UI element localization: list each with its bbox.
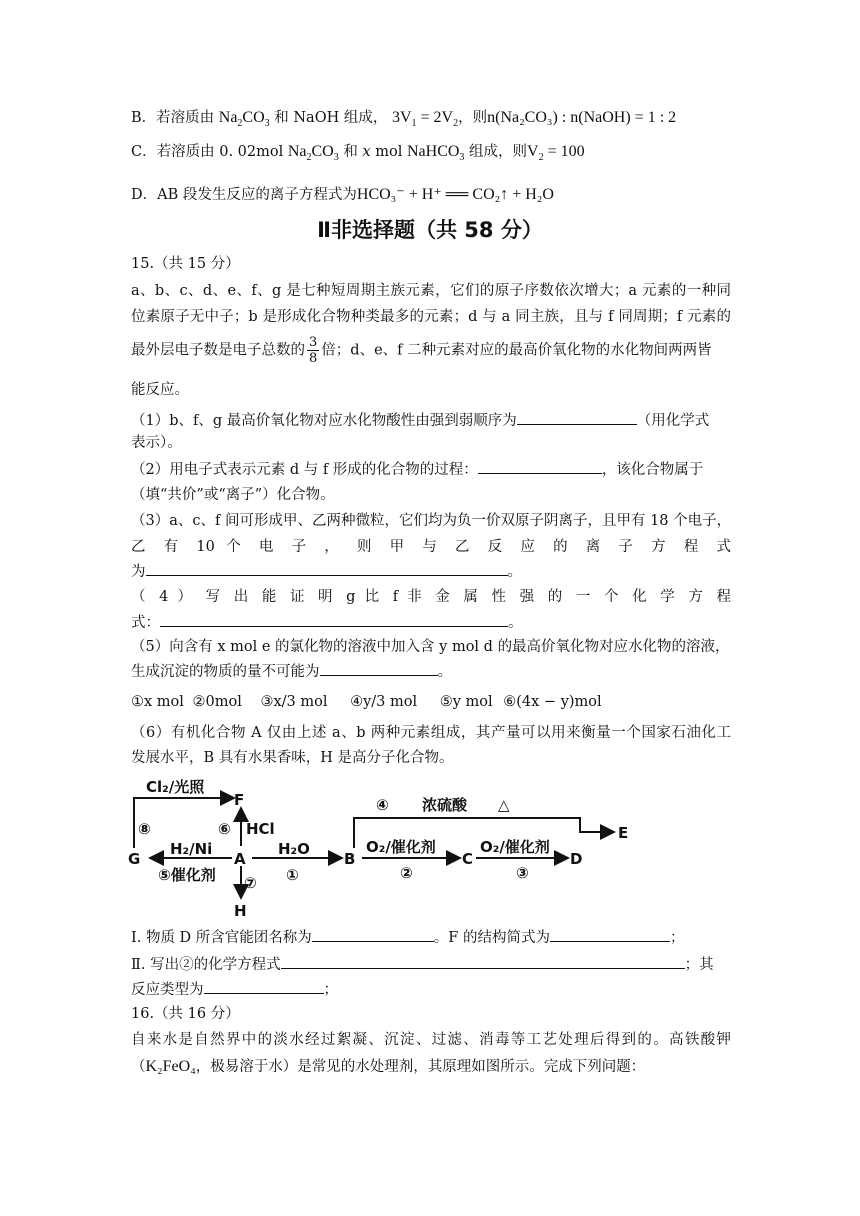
q15-part6-cont: 发展水平，B 具有水果香味，H 是高分子化合物。 [131,750,454,766]
answer-blank-3[interactable] [146,561,508,576]
ratio-equation: n(Na₂CO₃) : n(NaOH) = 1 : 2 [487,109,677,126]
option-c: C．若溶质由 0. 02mol $Na_2CO_3$ 和 x mol NaHCO$_3$ 组成，则$V_2 = 100$ [131,143,585,164]
q15-header: 15.（共 15 分） [131,256,240,272]
q15-part4-answer: 式： 。 [131,612,731,633]
label-h2o: H₂O [278,840,310,858]
q16-header: 16.（共 16 分） [131,1006,240,1022]
label-hcl: HCl [246,820,275,838]
formula-na2co3: $Na_2CO_3$ [218,109,270,130]
q15-part3-cont: 乙 有 10 个 电 子 ， 则 甲 与 乙 反 应 的 离 子 方 程 式 [131,539,731,555]
option-b: B．若溶质由 $Na_2CO_3$ 和 NaOH 组成， $3V_1 = 2V_2$，则n(Na₂CO₃) : n(NaOH) = 1 : 2 [131,109,677,130]
node-h: H [234,902,247,920]
answer-blank-1[interactable] [517,410,637,425]
answer-blank-6[interactable] [312,927,434,942]
choice-3: ③x/3 mol [260,694,328,710]
node-d: D [570,850,583,868]
circle-6: ⑥ [218,820,231,838]
answer-blank-9[interactable] [204,979,324,994]
circle-1: ① [286,866,299,884]
label-5-catalyst: ⑤催化剂 [158,866,216,884]
circle-8: ⑧ [138,820,151,838]
circle-7: ⑦ [244,874,257,892]
option-b-label: B． [131,110,157,126]
v2-equation: $V_2 = 100$ [527,143,585,164]
choice-6: ⑥(4x − y)mol [503,694,602,710]
node-c: C [462,850,474,868]
node-e: E [618,824,629,842]
label-h2-ni: H₂/Ni [170,840,213,858]
node-f: F [234,791,245,809]
label-o2-catalyst-1: O₂/催化剂 [366,838,436,856]
label-conc-sulfuric: 浓硫酸 [422,796,468,814]
node-b: B [344,850,356,868]
q15-sub-1: Ⅰ. 物质 D 所含官能团名称为 。F 的结构简式为 ； [131,927,731,948]
circle-2: ② [400,864,413,882]
formula-nahco3: NaHCO$_3$ [406,143,465,164]
section-title: Ⅱ非选择题（共 58 分） [317,218,543,242]
reaction-diagram [120,770,650,922]
q15-part4: （ 4 ） 写 出 能 证 明 g 比 f 非 金 属 性 强 的 一 个 化 学 方 程 [131,589,731,605]
q15-part5-choices [131,692,731,712]
choice-5: ⑤y mol [439,694,493,710]
fraction-3-8: $\frac{3}{8}$ [309,335,318,366]
node-a: A [234,850,246,868]
option-c-label: C． [131,144,157,160]
answer-blank-4[interactable] [160,612,508,627]
choice-4: ④y/3 mol [350,694,418,710]
circle-3: ③ [516,864,529,882]
q15-intro-2: 位素原子无中子；b 是形成化合物种类最多的元素；d 与 a 同主族，且与 f 同周期；f 元素的 [131,309,731,325]
q15-intro-4: 能反应。 [131,382,189,398]
choice-2: ②0mol [192,694,242,710]
answer-blank-7[interactable] [550,927,670,942]
q15-part3-answer: 为 。 [131,561,731,582]
q15-part5: （5）向含有 x mol e 的氯化物的溶液中加入含 y mol d 的最高价氧化物对应水化物的溶液， [131,639,730,655]
choice-1: ①x mol [131,694,184,710]
formula-k2feo4: K₂FeO₄ [145,1058,196,1075]
volume-equation: $3V_1 = 2V_2$ [391,109,459,130]
answer-blank-8[interactable] [281,954,685,969]
answer-blank-2[interactable] [478,459,602,474]
node-g: G [128,850,141,868]
formula-na2co3-c: $Na_2CO_3$ [287,143,339,164]
option-d-label: D． [131,187,158,203]
q15-part6: （6）有机化合物 A 仅由上述 a、b 两种元素组成，其产量可以用来衡量一个国家石油化工 [131,725,731,741]
option-d: D．AB 段发生反应的离子方程式为HCO₃⁻ + H⁺ ══ CO₂↑ + H₂O [131,186,554,203]
q15-part1-cont: 表示）。 [131,435,182,451]
q16-line-1: 自来水是自然界中的淡水经过絮凝、沉淀、过滤、消毒等工艺处理后得到的。高铁酸钾 [131,1032,731,1048]
q16-line-2: （K₂FeO₄，极易溶于水）是常见的水处理剂，其原理如图所示。完成下列问题： [131,1058,646,1075]
circle-4: ④ [376,796,389,814]
q15-sub-2-cont: 反应类型为 ； [131,979,731,1000]
q15-part1: （1）b、f、g 最高价氧化物对应水化物酸性由强到弱顺序为 （用化学式 [131,410,731,431]
answer-blank-5[interactable] [320,661,438,676]
q15-part2-cont: （填“共价”或“离子”）化合物。 [131,487,335,503]
q15-part3: （3）a、c、f 间可形成甲、乙两种微粒，它们均为负一价双原子阴离子，且甲有 18 个电子， [131,513,732,529]
q15-part5-cont: 生成沉淀的物质的量不可能为 。 [131,661,731,682]
q15-part2: （2）用电子式表示元素 d 与 f 形成的化合物的过程： ，该化合物属于 [131,459,731,480]
ionic-equation: HCO₃⁻ + H⁺ ══ CO₂↑ + H₂O [356,186,554,203]
q15-sub-2: Ⅱ. 写出②的化学方程式 ；其 [131,954,731,975]
label-o2-catalyst-2: O₂/催化剂 [480,838,550,856]
label-heat: △ [498,796,510,814]
q15-intro-3: 最外层电子数是电子总数的 $\frac{3}{8}$ 倍；d、e、f 二种元素对应的最高价氧化物的水化物间两两皆 [131,335,712,366]
q15-intro-1: a、b、c、d、e、f、g 是七种短周期主族元素，它们的原子序数依次增大；a 元素的一种同 [131,283,731,299]
label-cl2-light: Cl₂/光照 [146,778,205,796]
